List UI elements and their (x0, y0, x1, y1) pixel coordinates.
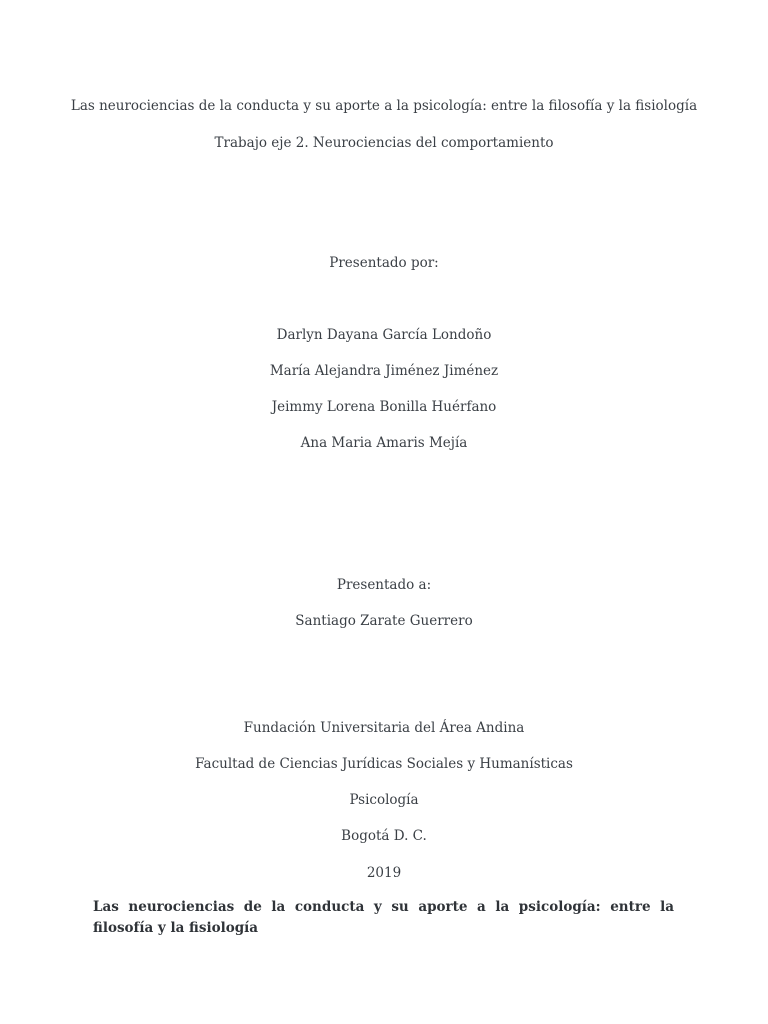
section-heading: Las neurociencias de la conducta y su aporte a la psicología: entre la filosofía y la fisiología (93, 899, 674, 936)
institution-name: Fundación Universitaria del Área Andina (243, 720, 525, 736)
professor-name: Santiago Zarate Guerrero (295, 613, 473, 629)
presented-to-label: Presentado a: (336, 577, 432, 593)
document-title: Las neurociencias de la conducta y su aporte a la psicología: entre la filosofía y la fisiología (70, 98, 698, 114)
city-name: Bogotá D. C. (341, 828, 427, 844)
author-name: Ana Maria Amaris Mejía (300, 435, 468, 451)
program-name: Psicología (349, 792, 419, 808)
year: 2019 (366, 865, 402, 881)
document-subtitle: Trabajo eje 2. Neurociencias del comportamiento (214, 135, 554, 151)
author-name: Darlyn Dayana García Londoño (276, 327, 492, 343)
author-name: María Alejandra Jiménez Jiménez (269, 363, 499, 379)
faculty-name: Facultad de Ciencias Jurídicas Sociales y Humanísticas (195, 756, 573, 772)
presented-by-label: Presentado por: (329, 255, 439, 271)
author-name: Jeimmy Lorena Bonilla Huérfano (271, 399, 497, 415)
